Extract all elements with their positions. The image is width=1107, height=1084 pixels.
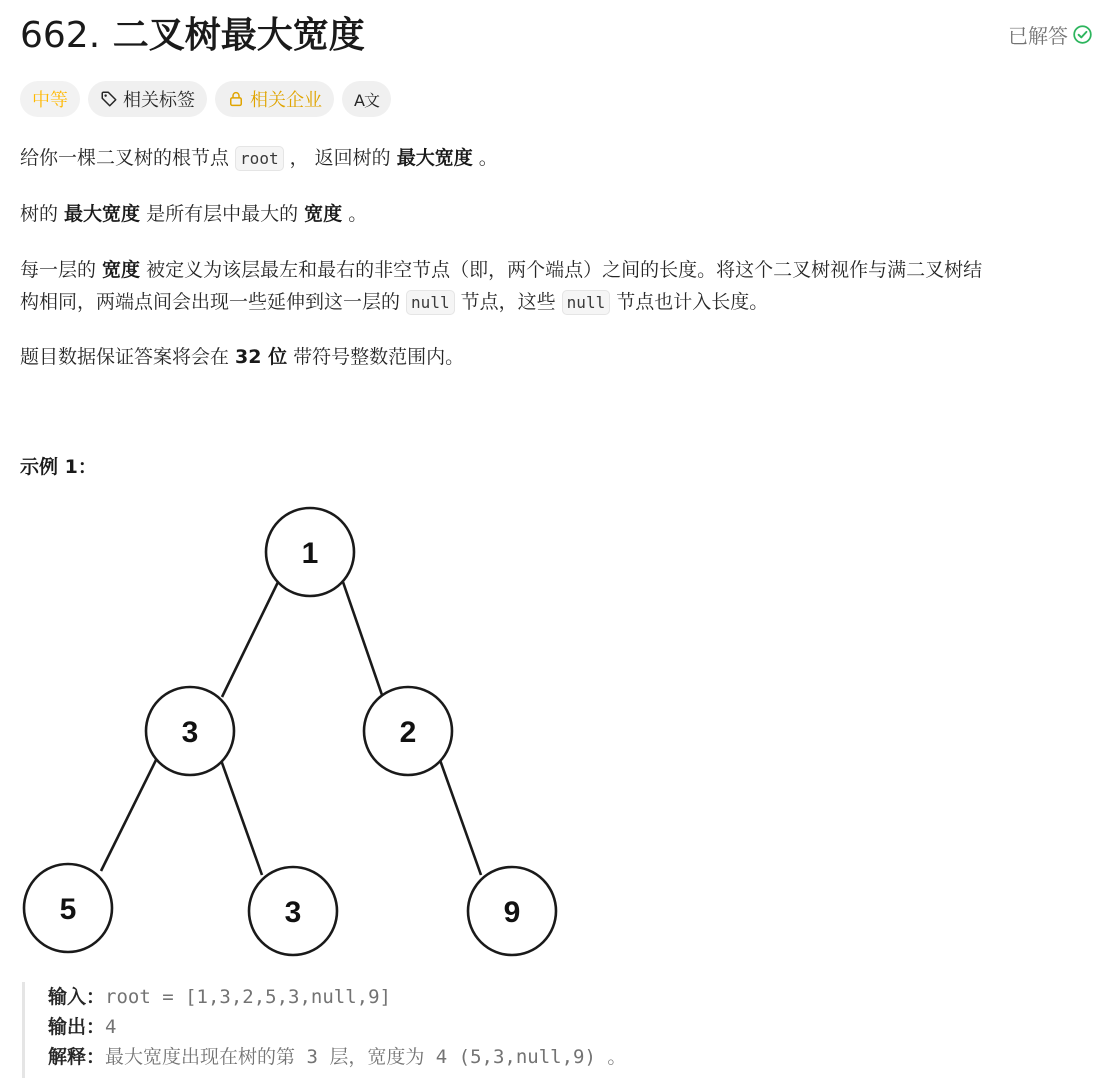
problem-title	[20, 12, 365, 60]
inline-code-root: root	[235, 146, 284, 171]
inline-code-null: null	[562, 290, 611, 315]
example-explain-row	[48, 1042, 748, 1072]
description-paragraph-2	[20, 198, 367, 230]
related-tags-button[interactable]	[88, 81, 207, 117]
check-circle-icon	[1072, 24, 1093, 45]
tree-edge	[221, 760, 262, 875]
example-tree-diagram	[0, 490, 600, 970]
text: 。	[342, 203, 368, 225]
text: 每一层的	[20, 259, 103, 281]
translate-icon: A文	[354, 90, 379, 110]
text: 。	[472, 147, 498, 169]
input-value: root = [1,3,2,5,3,null,9]	[105, 986, 391, 1008]
related-tags-label: 相关标签	[123, 90, 195, 111]
text: ， 返回树的	[283, 147, 397, 169]
description-paragraph-3	[20, 254, 982, 319]
text: 是所有层中最大的	[140, 203, 305, 225]
explain-label: 解释：	[48, 1046, 106, 1068]
tag-icon	[100, 90, 118, 108]
lock-icon	[227, 90, 245, 108]
example-title: 示例 1：	[20, 456, 97, 478]
text: 节点也计入长度。	[610, 291, 769, 313]
bold-text: 宽度	[102, 259, 141, 281]
related-companies-button[interactable]	[215, 81, 334, 117]
tree-edge	[440, 760, 481, 875]
tree-node-label: 9	[503, 896, 521, 929]
related-companies-label: 相关企业	[250, 90, 322, 111]
problem-number: 662.	[20, 15, 101, 56]
input-label: 输入：	[48, 986, 106, 1008]
bold-text: 宽度	[304, 203, 343, 225]
tree-node-label: 1	[301, 537, 319, 570]
tree-node-label: 5	[59, 893, 77, 926]
explain-value: 最大宽度出现在树的第 3 层，宽度为 4 (5,3,null,9) 。	[105, 1046, 627, 1068]
problem-name: 二叉树最大宽度	[112, 15, 365, 56]
text: 树的	[20, 203, 65, 225]
example-block	[22, 982, 748, 1078]
description-paragraph-4	[20, 341, 464, 373]
solved-status	[1008, 20, 1093, 49]
tree-edge	[343, 582, 382, 695]
example-output-row	[48, 1012, 748, 1042]
text: 构相同，两端点间会出现一些延伸到这一层的	[20, 291, 407, 313]
tree-edge	[222, 582, 278, 697]
bold-text: 最大宽度	[396, 147, 473, 169]
solved-label: 已解答	[1008, 24, 1068, 48]
tag-bar	[20, 81, 391, 117]
tree-edge	[101, 758, 157, 871]
example-input-row	[48, 982, 748, 1012]
output-label: 输出：	[48, 1016, 106, 1038]
translate-button[interactable]	[342, 81, 391, 117]
difficulty-badge[interactable]	[20, 81, 80, 117]
tree-node-label: 3	[181, 716, 199, 749]
text: 节点，这些	[454, 291, 562, 313]
inline-code-null: null	[406, 290, 455, 315]
text: 题目数据保证答案将会在	[20, 346, 236, 368]
difficulty-label: 中等	[32, 90, 68, 111]
tree-node-label: 2	[399, 716, 417, 749]
bold-text: 32 位	[235, 346, 288, 368]
output-value: 4	[105, 1016, 117, 1038]
text: 被定义为该层最左和最右的非空节点（即，两个端点）之间的长度。将这个二叉树视作与满二叉树结	[140, 259, 983, 281]
description-paragraph-1	[20, 142, 498, 175]
tree-node-label: 3	[284, 896, 302, 929]
text: 给你一棵二叉树的根节点	[20, 147, 236, 169]
bold-text: 最大宽度	[64, 203, 141, 225]
text: 带符号整数范围内。	[287, 346, 465, 368]
